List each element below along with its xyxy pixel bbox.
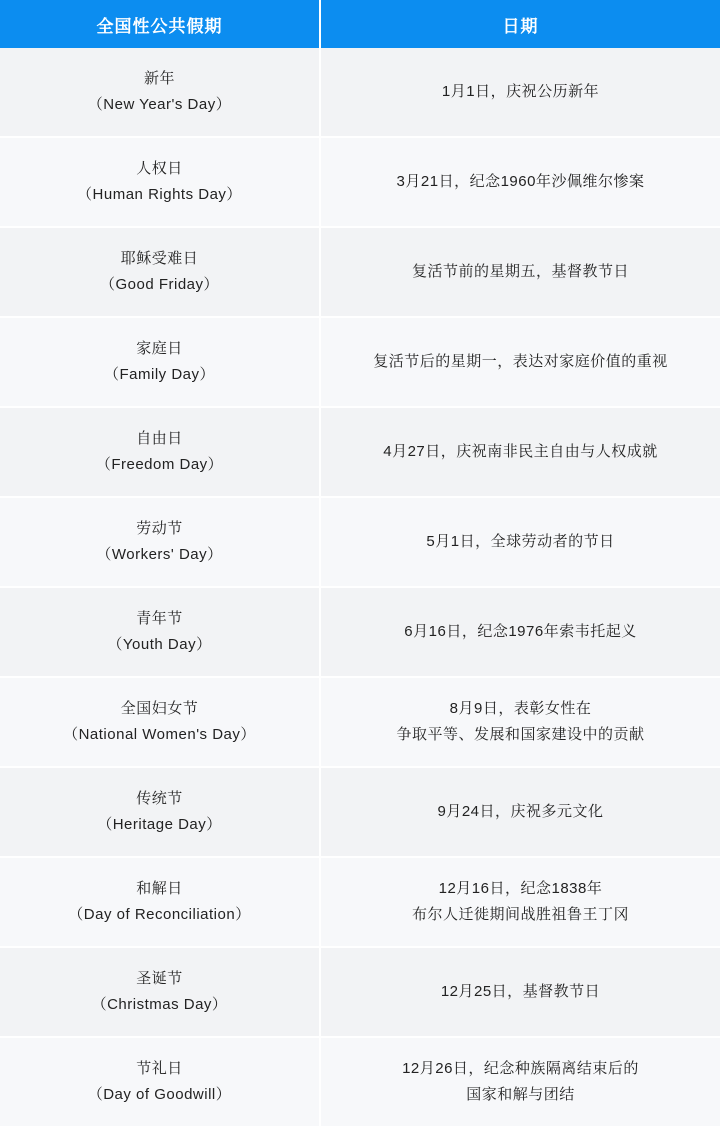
holiday-date-line: 6月16日，纪念1976年索韦托起义 [404, 623, 637, 640]
table-row [0, 677, 720, 767]
holiday-name-en: （New Year's Day） [87, 96, 232, 113]
cell-holiday-name [0, 497, 320, 587]
cell-holiday-date [320, 497, 720, 587]
cell-holiday-name [0, 227, 320, 317]
cell-holiday-date [320, 407, 720, 497]
cell-holiday-date [320, 1037, 720, 1127]
holiday-date-line: 8月9日，表彰女性在 [449, 700, 592, 717]
holiday-date-line: 9月24日，庆祝多元文化 [437, 803, 604, 820]
holiday-name-en: （Family Day） [103, 366, 215, 383]
table-row [0, 317, 720, 407]
cell-holiday-name [0, 857, 320, 947]
holiday-name-cn: 人权日 [136, 160, 183, 177]
cell-holiday-name [0, 947, 320, 1037]
table-row [0, 407, 720, 497]
table-row [0, 767, 720, 857]
holiday-date-line: 4月27日，庆祝南非民主自由与人权成就 [383, 443, 658, 460]
holiday-name-en: （Day of Goodwill） [87, 1086, 232, 1103]
holiday-date-line: 12月26日，纪念种族隔离结束后的 [402, 1060, 639, 1077]
table-body [0, 48, 720, 1127]
cell-holiday-date [320, 48, 720, 137]
holiday-date-line: 1月1日，庆祝公历新年 [441, 83, 600, 100]
table-row [0, 1037, 720, 1127]
holiday-name-cn: 劳动节 [136, 520, 183, 537]
holiday-date-line: 复活节后的星期一，表达对家庭价值的重视 [373, 353, 668, 370]
holiday-date-line: 复活节前的星期五，基督教节日 [411, 263, 629, 280]
holiday-name-en: （Freedom Day） [95, 456, 224, 473]
table-row [0, 137, 720, 227]
holiday-name-en: （National Women's Day） [63, 726, 256, 743]
cell-holiday-date [320, 767, 720, 857]
cell-holiday-date [320, 317, 720, 407]
cell-holiday-name [0, 1037, 320, 1127]
cell-holiday-date [320, 857, 720, 947]
table-row [0, 587, 720, 677]
cell-holiday-name [0, 767, 320, 857]
column-header-holiday-name: 全国性公共假期 [0, 0, 320, 48]
holiday-name-cn: 耶稣受难日 [120, 250, 199, 267]
holiday-date-line: 5月1日，全球劳动者的节日 [426, 533, 615, 550]
holiday-name-en: （Youth Day） [107, 636, 212, 653]
holiday-name-cn: 传统节 [136, 790, 183, 807]
cell-holiday-date [320, 227, 720, 317]
cell-holiday-date [320, 587, 720, 677]
column-header-date: 日期 [320, 0, 720, 48]
cell-holiday-name [0, 317, 320, 407]
cell-holiday-name [0, 137, 320, 227]
holiday-name-en: （Day of Reconciliation） [68, 906, 251, 923]
table-row [0, 947, 720, 1037]
holiday-name-en: （Christmas Day） [91, 996, 228, 1013]
table-header-row [0, 0, 720, 48]
cell-holiday-name [0, 677, 320, 767]
holiday-name-cn: 节礼日 [136, 1060, 183, 1077]
holiday-date-line: 3月21日，纪念1960年沙佩维尔惨案 [396, 173, 645, 190]
holiday-name-cn: 和解日 [136, 880, 183, 897]
holiday-date-line: 12月16日，纪念1838年 [438, 880, 603, 897]
holiday-name-cn: 青年节 [136, 610, 183, 627]
table-row [0, 48, 720, 137]
holiday-name-cn: 自由日 [136, 430, 183, 447]
cell-holiday-date [320, 137, 720, 227]
holiday-name-en: （Heritage Day） [97, 816, 222, 833]
cell-holiday-name [0, 48, 320, 137]
cell-holiday-name [0, 407, 320, 497]
holiday-date-line: 布尔人迁徙期间战胜祖鲁王丁冈 [411, 906, 629, 923]
cell-holiday-date [320, 677, 720, 767]
table-row [0, 227, 720, 317]
holiday-name-cn: 全国妇女节 [120, 700, 199, 717]
table-row [0, 497, 720, 587]
holiday-name-cn: 新年 [143, 70, 175, 87]
cell-holiday-date [320, 947, 720, 1037]
holiday-name-cn: 圣诞节 [136, 970, 183, 987]
holiday-name-cn: 家庭日 [136, 340, 183, 357]
holiday-date-line: 国家和解与团结 [466, 1086, 575, 1103]
holiday-date-line: 争取平等、发展和国家建设中的贡献 [396, 726, 645, 743]
holiday-name-en: （Workers' Day） [96, 546, 223, 563]
cell-holiday-name [0, 587, 320, 677]
holiday-date-line: 12月25日，基督教节日 [440, 983, 601, 1000]
table-header [0, 0, 720, 48]
holiday-name-en: （Good Friday） [99, 276, 220, 293]
holiday-name-en: （Human Rights Day） [77, 186, 242, 203]
table-row [0, 857, 720, 947]
